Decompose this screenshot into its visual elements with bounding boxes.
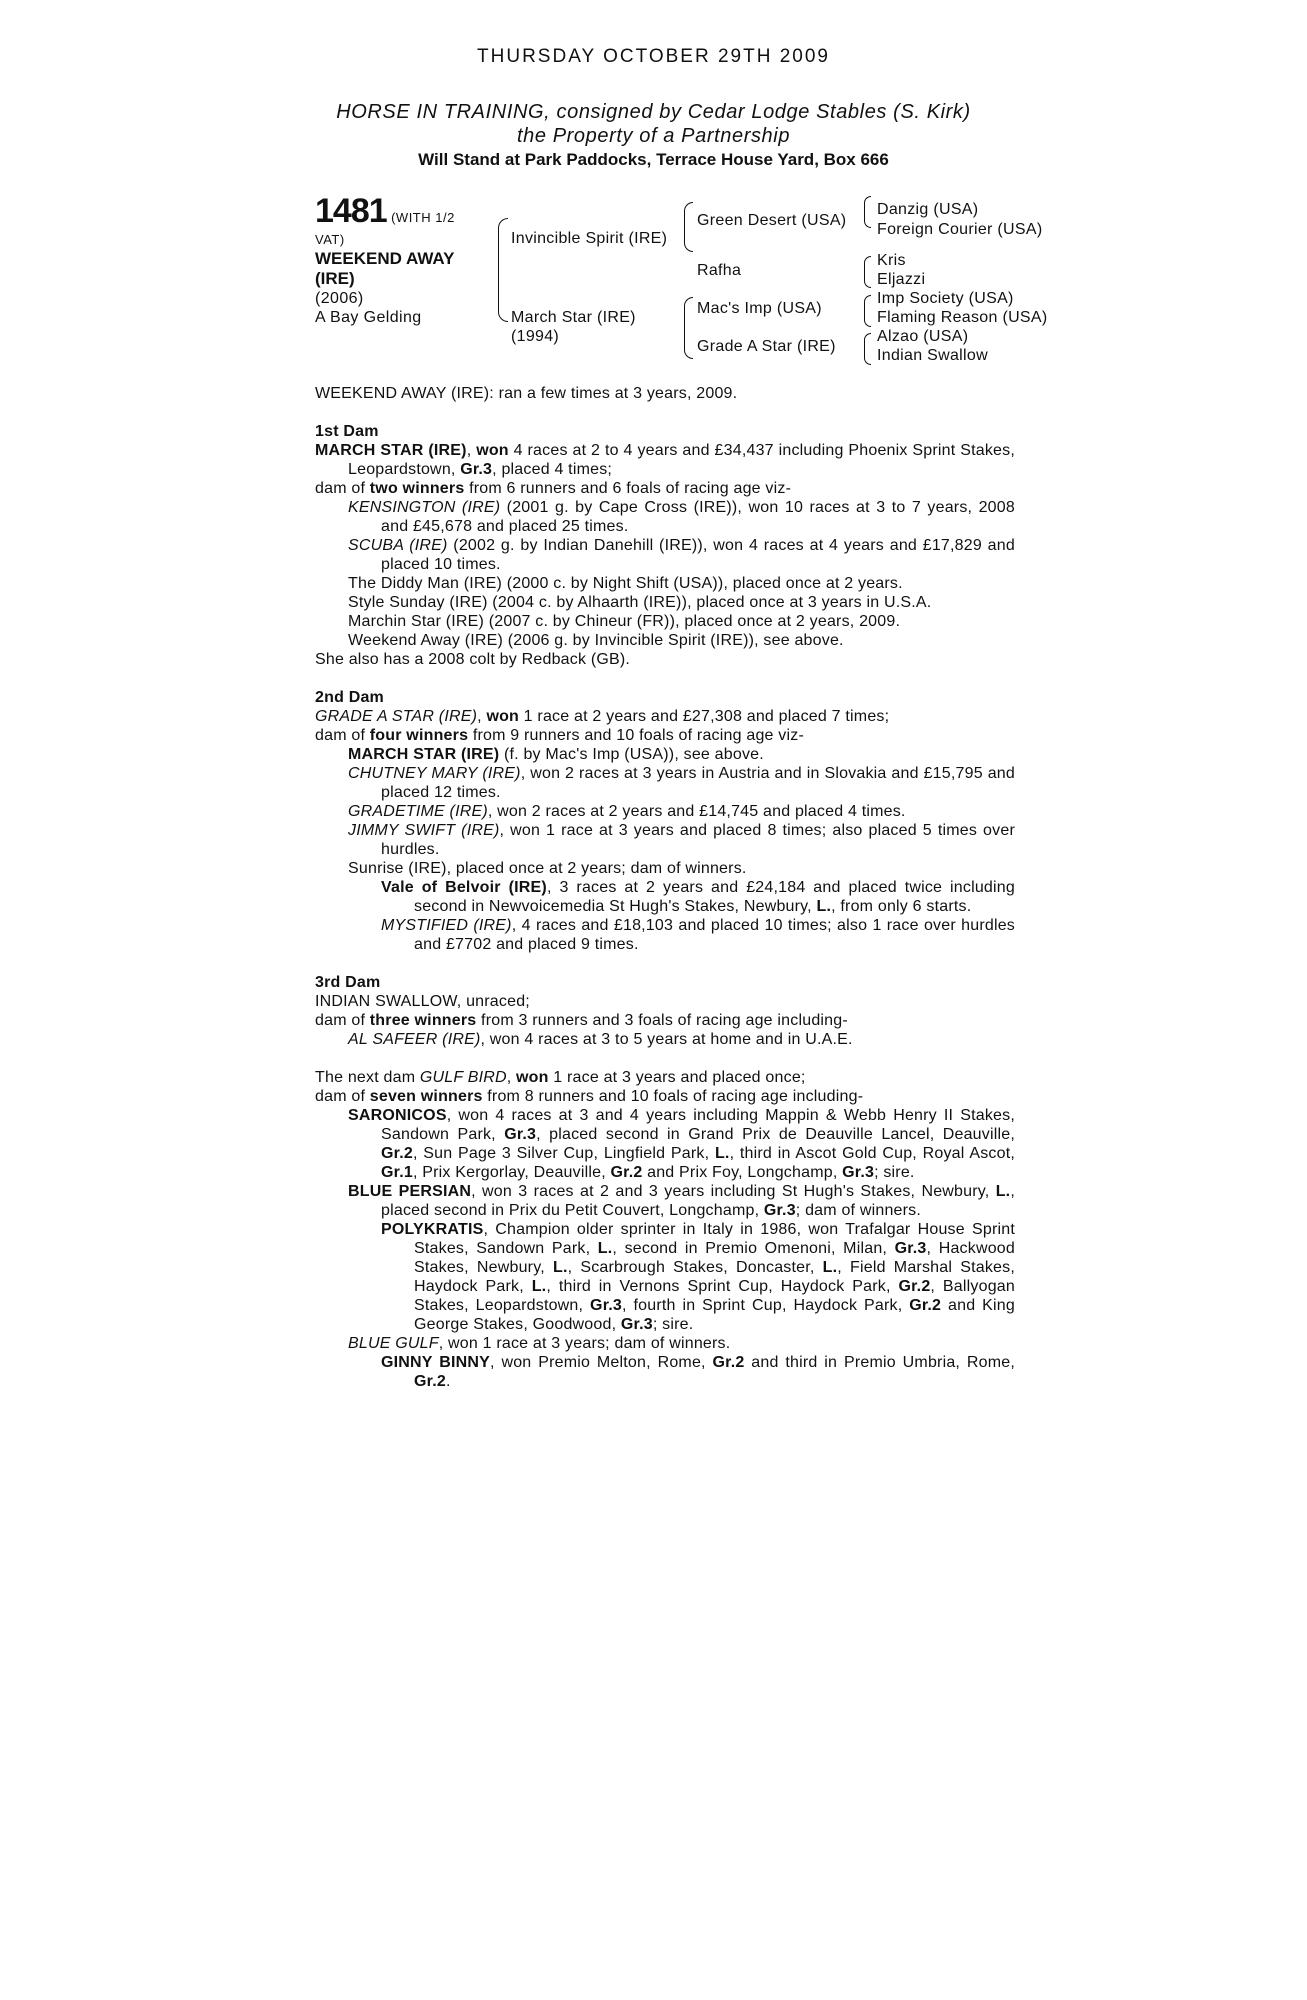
pedigree-brace bbox=[684, 202, 693, 252]
record-text: 4 races at 2 to 4 years and £34,437 including Phoenix Sprint Stakes, Leopardstown, bbox=[348, 442, 1016, 478]
first-dam-produce-summary: dam of two winners from 6 runners and 6 foals of racing age viz- bbox=[315, 480, 792, 497]
won-label: won bbox=[476, 442, 509, 459]
grand-produce-entry: GINNY BINNY, won Premio Melton, Rome, Gr.2 and third in Premio Umbria, Rome, Gr.2. bbox=[381, 1354, 1016, 1390]
pedigree-brace bbox=[864, 295, 871, 327]
first-dam-record: MARCH STAR (IRE), won 4 races at 2 to 4 years and £34,437 including Phoenix Sprint Stakes, Leopardstown, Gr.3, placed 4 times; bbox=[315, 442, 1016, 478]
pedigree-g1: Danzig (USA) bbox=[877, 201, 979, 218]
lot-number: 1481 bbox=[315, 192, 387, 230]
third-dam-heading: 3rd Dam bbox=[315, 974, 381, 991]
pedigree-dam-name: March Star (IRE) (1994) bbox=[511, 309, 636, 345]
first-dam-note: She also has a 2008 colt by Redback (GB). bbox=[315, 651, 631, 668]
first-dam-name: MARCH STAR (IRE) bbox=[315, 442, 467, 459]
produce-entry: BLUE GULF, won 1 race at 3 years; dam of winners. bbox=[348, 1335, 731, 1352]
pedigree-brace bbox=[684, 297, 693, 359]
horse-description: A Bay Gelding bbox=[315, 309, 422, 326]
produce-entry: JIMMY SWIFT (IRE), won 1 race at 3 years and placed 8 times; also placed 5 times over hurdles. bbox=[348, 822, 1015, 858]
produce-entry: KENSINGTON (IRE) (2001 g. by Cape Cross (IRE)), won 10 races at 3 to 7 years, 2008 and £45,678 and placed 25 times. bbox=[348, 499, 1015, 535]
lot-vat: (WITH 1/2 VAT) bbox=[315, 210, 455, 247]
produce-entry: Sunrise (IRE), placed once at 2 years; dam of winners. bbox=[348, 860, 747, 877]
produce-name: SCUBA (IRE) bbox=[348, 537, 448, 554]
produce-entry: CHUTNEY MARY (IRE), won 2 races at 3 years in Austria and in Slovakia and £15,795 and placed 12 times. bbox=[348, 765, 1015, 801]
pedigree-sire: Invincible Spirit (IRE) bbox=[511, 230, 668, 247]
next-dam-record: The next dam GULF BIRD, won 1 race at 3 years and placed once; bbox=[315, 1069, 806, 1086]
pedigree-sire-sire: Green Desert (USA) bbox=[697, 212, 847, 229]
produce-entry: BLUE PERSIAN, won 3 races at 2 and 3 years including St Hugh's Stakes, Newbury, L., placed second in Prix du Petit Couvert, Longchamp, Gr.3; dam of winners. bbox=[348, 1183, 1015, 1219]
grand-produce-entry: POLYKRATIS, Champion older sprinter in Italy in 1986, won Trafalgar House Sprint Stakes, Sandown Park, L., second in Premio Omenoni, Milan, Gr.3, Hackwood Stakes, Newbury, L., Scarbrough Stakes, Doncaster, L., Field Marshal Stakes, Haydock Park, L., third in Vernons Sprint Cup, Haydock Park, Gr.2, Ballyogan Stakes, Leopardstown, Gr.3, fourth in Sprint Cup, Haydock Park, Gr.2 and King George Stakes, Goodwood, Gr.3; sire. bbox=[381, 1221, 1016, 1333]
produce-name: CHUTNEY MARY (IRE) bbox=[348, 765, 521, 782]
horse-name: WEEKEND AWAY (IRE) bbox=[315, 249, 455, 288]
foaling-year: (2006) bbox=[315, 290, 364, 307]
winners-count: seven winners bbox=[369, 1088, 483, 1105]
second-dam-heading: 2nd Dam bbox=[315, 689, 384, 706]
produce-name: BLUE GULF bbox=[348, 1335, 439, 1352]
produce-name: GINNY BINNY bbox=[381, 1354, 490, 1371]
grand-produce-entry: MYSTIFIED (IRE), 4 races and £18,103 and placed 10 times; also 1 race over hurdles and £7702 and placed 9 times. bbox=[381, 917, 1016, 953]
second-dam-produce-summary: dam of four winners from 9 runners and 10 foals of racing age viz- bbox=[315, 727, 804, 744]
pedigree-sire-dam: Rafha bbox=[697, 262, 742, 279]
winners-count: four winners bbox=[369, 727, 469, 744]
lot-info bbox=[315, 192, 485, 327]
winners-count: two winners bbox=[369, 480, 465, 497]
produce-name: MYSTIFIED (IRE) bbox=[381, 917, 512, 934]
third-dam-produce-summary: dam of three winners from 3 runners and 3 foals of racing age including- bbox=[315, 1012, 848, 1029]
pedigree-g6: Flaming Reason (USA) bbox=[877, 309, 1048, 326]
next-dam-name: GULF BIRD bbox=[419, 1069, 507, 1086]
produce-name: MARCH STAR (IRE) bbox=[348, 746, 500, 763]
produce-name: JIMMY SWIFT (IRE) bbox=[348, 822, 500, 839]
pedigree-dam-sire: Mac's Imp (USA) bbox=[697, 300, 822, 317]
pedigree-dam bbox=[511, 308, 641, 346]
pedigree-dam-dam: Grade A Star (IRE) bbox=[697, 338, 836, 355]
catalogue-body bbox=[315, 384, 1015, 1391]
race-summary: WEEKEND AWAY (IRE): ran a few times at 3 years, 2009. bbox=[315, 385, 738, 402]
grand-produce-entry: Vale of Belvoir (IRE), 3 races at 2 years and £24,184 and placed twice including second in Newvoicemedia St Hugh's Stakes, Newbury, L., from only 6 starts. bbox=[381, 879, 1015, 915]
produce-entry: The Diddy Man (IRE) (2000 c. by Night Shift (USA)), placed once at 2 years. bbox=[348, 575, 903, 592]
produce-name: AL SAFEER (IRE) bbox=[348, 1031, 481, 1048]
grade-label: Gr.3 bbox=[460, 461, 493, 478]
produce-name: SARONICOS bbox=[348, 1107, 447, 1124]
pedigree-brace bbox=[864, 333, 871, 365]
next-dam-produce-summary: dam of seven winners from 8 runners and 10 foals of racing age including- bbox=[315, 1088, 864, 1105]
pedigree-g4: Eljazzi bbox=[877, 271, 926, 288]
sale-date: THURSDAY OCTOBER 29TH 2009 bbox=[477, 46, 830, 67]
winners-count: three winners bbox=[369, 1012, 477, 1029]
produce-entry: Marchin Star (IRE) (2007 c. by Chineur (FR)), placed once at 2 years, 2009. bbox=[348, 613, 901, 630]
produce-name: KENSINGTON (IRE) bbox=[348, 499, 501, 516]
consignor-line: HORSE IN TRAINING, consigned by Cedar Lodge Stables (S. Kirk) bbox=[336, 101, 971, 123]
pedigree-brace bbox=[864, 196, 871, 228]
record-text: , placed 4 times; bbox=[492, 461, 613, 478]
produce-entry: SCUBA (IRE) (2002 g. by Indian Danehill (IRE)), won 4 races at 4 years and £17,829 and placed 10 times. bbox=[348, 537, 1015, 573]
produce-entry: Weekend Away (IRE) (2006 g. by Invincible Spirit (IRE)), see above. bbox=[348, 632, 844, 649]
produce-name: GRADETIME (IRE) bbox=[348, 803, 488, 820]
produce-name: BLUE PERSIAN bbox=[348, 1183, 472, 1200]
pedigree-g8: Indian Swallow bbox=[877, 347, 988, 364]
pedigree-brace bbox=[498, 218, 508, 322]
consignment-info bbox=[0, 100, 1307, 148]
pedigree-g5: Imp Society (USA) bbox=[877, 290, 1014, 307]
produce-entry: Style Sunday (IRE) (2004 c. by Alhaarth (IRE)), placed once at 3 years in U.S.A. bbox=[348, 594, 932, 611]
first-dam-heading: 1st Dam bbox=[315, 423, 379, 440]
produce-name: POLYKRATIS bbox=[381, 1221, 484, 1238]
produce-entry: GRADETIME (IRE), won 2 races at 2 years and £14,745 and placed 4 times. bbox=[348, 803, 906, 820]
stand-location: Will Stand at Park Paddocks, Terrace House Yard, Box 666 bbox=[418, 150, 889, 169]
pedigree-g3: Kris bbox=[877, 252, 906, 269]
produce-entry: SARONICOS, won 4 races at 3 and 4 years including Mappin & Webb Henry II Stakes, Sandown Park, Gr.3, placed second in Grand Prix de Deauville Lancel, Deauville, Gr.2, Sun Page 3 Silver Cup, Lingfield Park, L., third in Ascot Gold Cup, Royal Ascot, Gr.1, Prix Kergorlay, Deauville, Gr.2 and Prix Foy, Longchamp, Gr.3; sire. bbox=[348, 1107, 1015, 1181]
second-dam-record: GRADE A STAR (IRE), won 1 race at 2 years and £27,308 and placed 7 times; bbox=[315, 708, 890, 725]
third-dam-record: INDIAN SWALLOW, unraced; bbox=[315, 993, 530, 1010]
pedigree-g7: Alzao (USA) bbox=[877, 328, 969, 345]
pedigree-g2: Foreign Courier (USA) bbox=[877, 221, 1043, 238]
pedigree-brace bbox=[864, 256, 871, 288]
second-dam-name: GRADE A STAR (IRE) bbox=[315, 708, 478, 725]
produce-entry: MARCH STAR (IRE) (f. by Mac's Imp (USA)), see above. bbox=[348, 746, 764, 763]
produce-entry: AL SAFEER (IRE), won 4 races at 3 to 5 years at home and in U.A.E. bbox=[348, 1031, 853, 1048]
property-line: the Property of a Partnership bbox=[516, 125, 791, 147]
produce-name: Vale of Belvoir (IRE) bbox=[381, 879, 547, 896]
